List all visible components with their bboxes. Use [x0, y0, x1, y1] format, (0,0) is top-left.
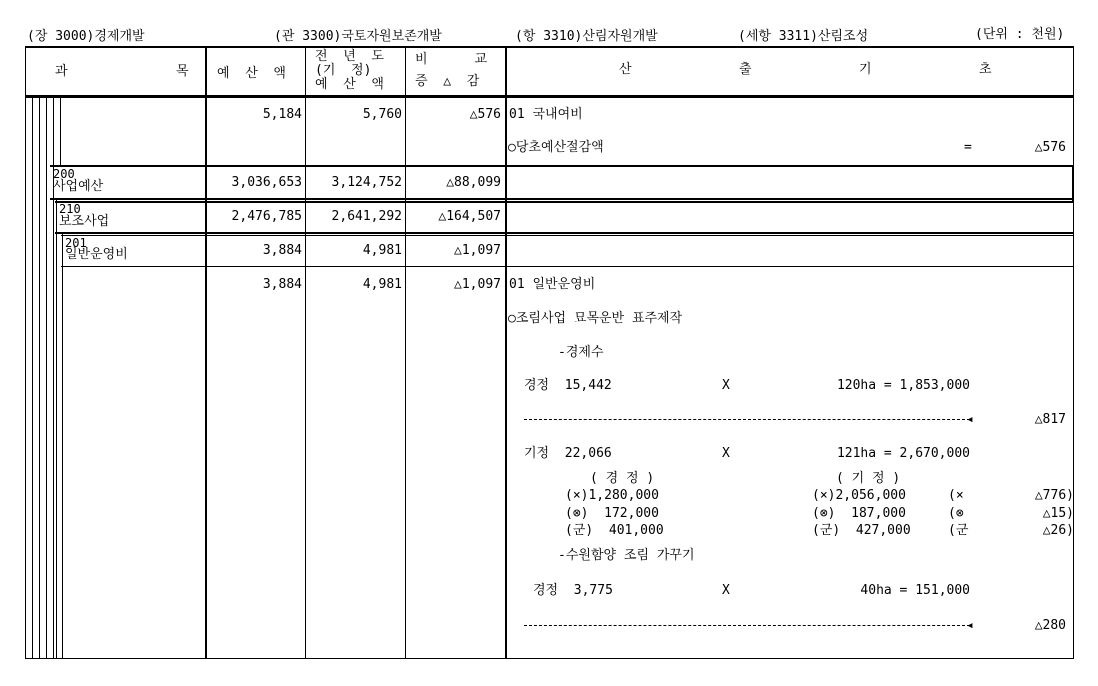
detail-g2b: (⊗) 187,000 — [812, 506, 906, 521]
row0-desc: 01 국내여비 — [509, 107, 583, 122]
col-cmp-2: 증 △ 감 — [415, 74, 480, 89]
tree-line — [32, 97, 33, 659]
col-divider — [205, 46, 207, 659]
row0-prev: 5,760 — [362, 107, 402, 122]
detail-l2b: 121ha = 2,670,000 — [836, 446, 970, 461]
detail-sub2: -수원함양 조림 가꾸기 — [558, 548, 695, 563]
detail-sub1: -경제수 — [558, 345, 604, 360]
detail-g3b: (군) 427,000 — [812, 523, 911, 538]
row-rule — [61, 266, 1074, 267]
header-hang: (항 3310)산림자원개발 — [515, 29, 658, 44]
row4-code: 201 — [65, 236, 87, 250]
row2-diff: △88,099 — [446, 175, 501, 190]
tree-line — [39, 97, 40, 659]
detail-l1x: X — [722, 378, 730, 393]
budget-table — [25, 46, 1074, 659]
col-divider — [405, 46, 406, 659]
row3-code: 210 — [59, 202, 81, 216]
col-prev-3: 예 산 액 — [315, 77, 384, 92]
row1-amount: △576 — [1034, 140, 1066, 155]
header-gwan: (관 3300)국토자원보존개발 — [274, 29, 442, 44]
detail-r3: △280 — [1034, 618, 1066, 633]
row2-code: 200 — [53, 167, 75, 181]
col-prev-2: (기 정) — [315, 63, 372, 78]
row5-budget: 3,884 — [262, 277, 302, 292]
row4-budget: 3,884 — [262, 243, 302, 258]
row4-prev: 4,981 — [362, 243, 402, 258]
col-basis-4: 초 — [979, 62, 992, 77]
row5-prev: 4,981 — [362, 277, 402, 292]
row1-eq: = — [964, 140, 972, 155]
detail-g3c: (군 — [948, 523, 969, 538]
header-unit: (단위 : 천원) — [975, 27, 1065, 42]
row2-name: 사업예산 — [53, 179, 104, 194]
col-subject-2: 목 — [176, 64, 189, 79]
detail-r1: △817 — [1034, 412, 1066, 427]
detail-l1b: 120ha = 1,853,000 — [836, 378, 970, 393]
col-basis-2: 출 — [739, 62, 752, 77]
detail-l3x: X — [722, 583, 730, 598]
header-sehang: (세항 3311)산림조성 — [738, 29, 869, 44]
dashed-rule — [524, 625, 970, 626]
row1-desc: ○당초예산절감액 — [508, 140, 604, 155]
row3-prev: 2,641,292 — [331, 209, 402, 224]
detail-group-head-a: ( 경 정 ) — [590, 471, 655, 486]
detail-item1: ○조림사업 묘목운반 표주제작 — [508, 311, 683, 326]
col-budget: 예 산 액 — [217, 66, 286, 81]
detail-l3b: 40ha = 151,000 — [860, 583, 970, 598]
row5-diff: △1,097 — [454, 277, 501, 292]
detail-g3d: △26) — [1042, 523, 1074, 538]
detail-l1a: 경정 15,442 — [524, 378, 612, 393]
tree-line — [56, 200, 57, 659]
row5-desc: 01 일반운영비 — [509, 277, 596, 292]
col-divider — [1072, 165, 1074, 201]
row0-budget: 5,184 — [262, 107, 302, 122]
detail-g3a: (군) 401,000 — [565, 523, 664, 538]
detail-g1c: (× — [948, 488, 964, 503]
col-basis-1: 산 — [619, 62, 632, 77]
header-jang: (장 3000)경제개발 — [27, 29, 145, 44]
col-cmp-1: 비 교 — [415, 52, 488, 67]
tree-line — [60, 97, 61, 167]
row-rule — [50, 165, 1074, 167]
col-basis-3: 기 — [859, 62, 872, 77]
header-rule — [25, 95, 1074, 98]
detail-g2d: △15) — [1042, 506, 1074, 521]
row-rule — [61, 235, 1074, 236]
row2-budget: 3,036,653 — [231, 175, 302, 190]
tree-line — [62, 234, 63, 659]
col-divider — [305, 46, 306, 659]
detail-l2x: X — [722, 446, 730, 461]
row3-budget: 2,476,785 — [231, 209, 302, 224]
row3-diff: △164,507 — [438, 209, 501, 224]
detail-group-head-b: ( 기 정 ) — [836, 471, 901, 486]
col-subject-1: 과 — [55, 64, 68, 79]
detail-l3a: 경정 3,775 — [533, 583, 613, 598]
detail-g1b: (×)2,056,000 — [812, 488, 906, 503]
row3-name: 보조사업 — [59, 214, 110, 229]
detail-g2c: (⊗ — [948, 506, 964, 521]
col-prev-1: 전 년 도 — [315, 49, 384, 64]
row2-prev: 3,124,752 — [331, 175, 402, 190]
row-rule — [50, 198, 1074, 200]
dashed-rule — [524, 419, 970, 420]
detail-g1a: (×)1,280,000 — [565, 488, 659, 503]
tree-line — [46, 97, 47, 659]
dash-arrow: ◂ — [966, 412, 974, 427]
row4-name: 일반운영비 — [65, 247, 128, 262]
row4-diff: △1,097 — [454, 243, 501, 258]
row-rule — [55, 201, 1074, 203]
row-rule — [55, 232, 1074, 234]
detail-l2a: 기정 22,066 — [524, 446, 612, 461]
detail-g1d: △776) — [1034, 488, 1074, 503]
detail-g2a: (⊗) 172,000 — [565, 506, 659, 521]
col-divider — [505, 46, 507, 659]
dash-arrow: ◂ — [966, 618, 974, 633]
row0-diff: △576 — [469, 107, 501, 122]
